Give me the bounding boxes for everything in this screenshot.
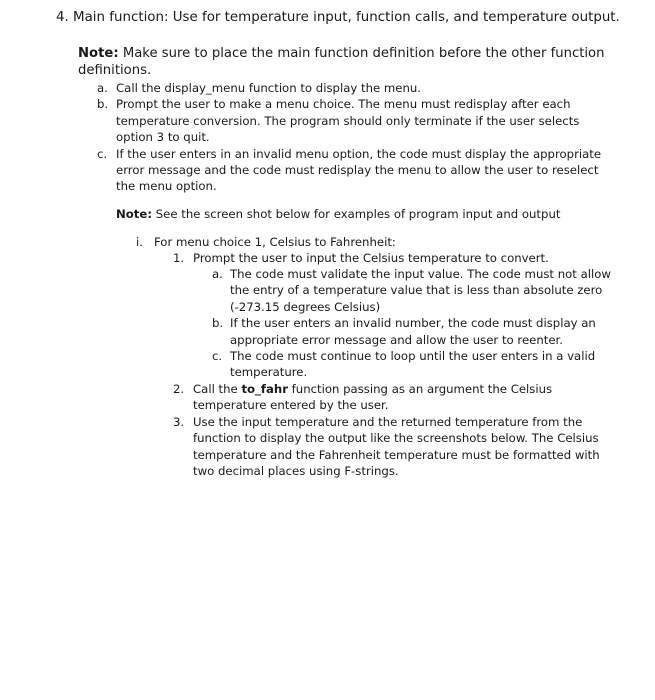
section-heading xyxy=(56,9,646,26)
list-marker: b. xyxy=(212,316,224,331)
choice-steps-list xyxy=(173,250,623,266)
text-fragment: Call the xyxy=(193,382,242,396)
list-marker: b. xyxy=(97,97,109,112)
list-item-text: The code must validate the input value. The code must not allow the entry of a temperature value that is less than absolute zero (-273.15 degrees Celsius) xyxy=(230,267,611,314)
list-marker: a. xyxy=(97,81,108,95)
list-marker: c. xyxy=(97,146,108,161)
list-item xyxy=(173,381,623,414)
list-item-text: Use the input temperature and the returned temperature from the function to display the output like the screenshots below. The Celsius temperature and the Fahrenheit temperature must be formatted with two decimal places using F-strings. xyxy=(193,414,600,479)
list-marker: 3. xyxy=(173,414,185,429)
list-item-text: If the user enters in an invalid menu option, the code must display the appropriate error message and the code must redisplay the menu to allow the user to reselect the menu option. xyxy=(116,146,602,194)
list-item-text: Prompt the user to input the Celsius temperature to convert. xyxy=(193,251,549,265)
menu-choice-item xyxy=(136,234,396,250)
list-marker: 2. xyxy=(173,382,185,396)
list-item xyxy=(212,348,622,381)
list-item-text: The code must continue to loop until the user enters in a valid temperature. xyxy=(230,349,596,380)
main-steps-list xyxy=(97,80,614,195)
list-marker: c. xyxy=(212,349,223,364)
section-title: Main function: Use for temperature input, function calls, and temperature output. xyxy=(73,10,620,25)
screenshot-note xyxy=(116,206,616,222)
list-item xyxy=(173,250,623,266)
note-label: Note: xyxy=(116,207,152,221)
list-item-text: Call the display_menu function to display the menu. xyxy=(116,81,421,95)
note-label: Note: xyxy=(78,46,119,61)
function-name: to_fahr xyxy=(241,382,288,396)
list-item xyxy=(97,96,614,145)
list-marker: i. xyxy=(136,235,143,249)
list-item-text: If the user enters an invalid number, the code must display an appropriate error message and allow the user to reenter. xyxy=(230,316,596,347)
list-item xyxy=(212,315,622,348)
list-item xyxy=(97,80,614,96)
note-text: See the screen shot below for examples of program input and output xyxy=(152,207,561,221)
list-item xyxy=(173,414,623,480)
list-item-text xyxy=(193,382,552,412)
note-text: Make sure to place the main function definition before the other function definitions. xyxy=(78,46,605,78)
section-number: 4. xyxy=(56,10,69,25)
main-function-note xyxy=(78,45,618,79)
list-item xyxy=(212,266,622,315)
list-item xyxy=(97,146,614,195)
list-item-text: Prompt the user to make a menu choice. The menu must redisplay after each temperature conversion. The program should only terminate if the user selects option 3 to quit. xyxy=(116,97,580,145)
validation-substeps-list xyxy=(212,266,622,381)
list-item-text: For menu choice 1, Celsius to Fahrenheit: xyxy=(154,235,396,249)
choice-steps-list-continued xyxy=(173,381,623,479)
list-marker: 1. xyxy=(173,251,185,265)
list-marker: a. xyxy=(212,267,223,281)
text-fragment: function passing as an argument the Celsius temperature entered by the user. xyxy=(193,382,553,413)
